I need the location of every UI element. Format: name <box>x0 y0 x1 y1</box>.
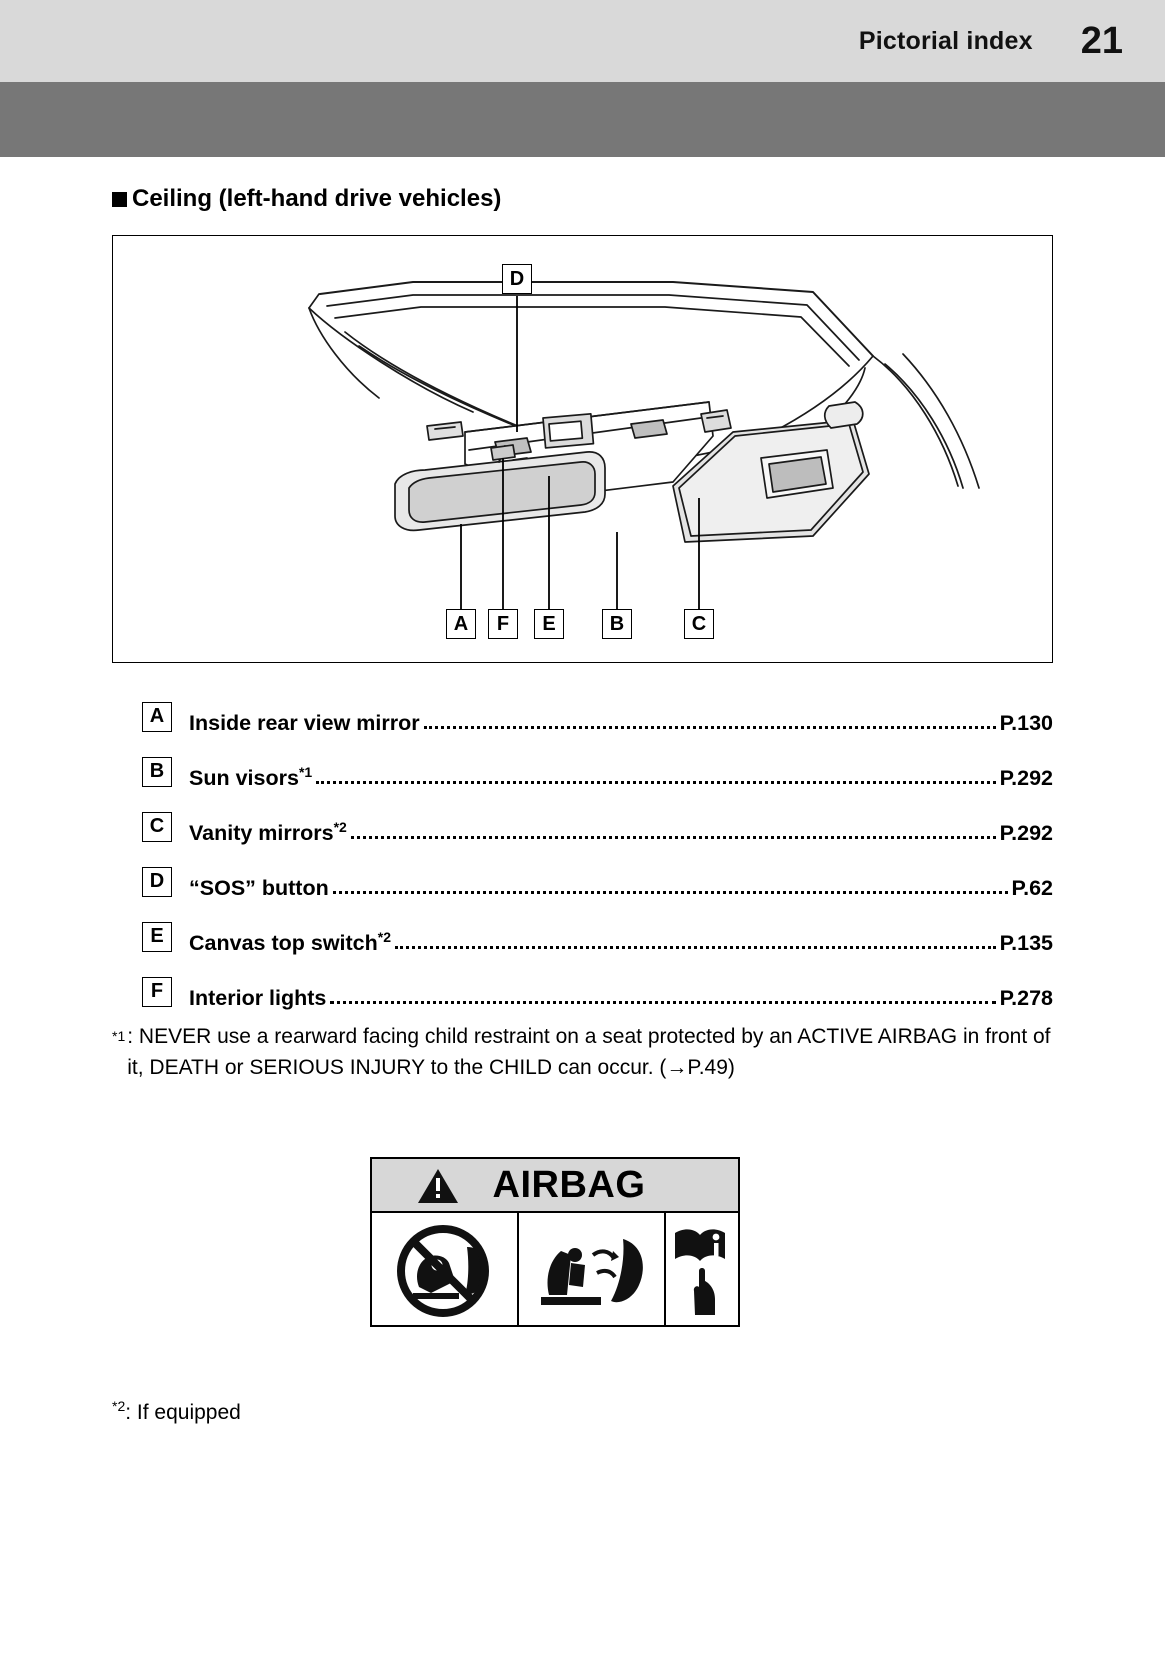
index-label-text: Inside rear view mirror <box>189 711 420 735</box>
footnote-2 <box>112 1398 241 1425</box>
index-row[interactable] <box>112 736 1053 791</box>
header-gray-band <box>0 82 1165 157</box>
page-number: 21 <box>1080 19 1123 62</box>
leader-dots <box>395 946 996 949</box>
airbag-pictogram-cell-3 <box>666 1213 738 1325</box>
airbag-pictogram-cell-1 <box>372 1213 519 1325</box>
footnote-1-mark-text: *1 <box>112 1028 126 1044</box>
index-label-text: Interior lights <box>189 986 327 1010</box>
page-header <box>0 0 1165 82</box>
index-row[interactable] <box>112 681 1053 736</box>
airbag-label-word: AIRBAG <box>492 1163 646 1206</box>
index-page-ref[interactable]: P.130 <box>999 711 1053 735</box>
index-letter-E: E <box>142 922 172 952</box>
index-label-text: “SOS” button <box>189 876 329 900</box>
index-page-ref[interactable]: P.292 <box>999 821 1053 845</box>
index-row[interactable] <box>112 901 1053 956</box>
airbag-label-pictograms <box>372 1213 738 1325</box>
index-row[interactable] <box>112 846 1053 901</box>
index-label <box>189 764 312 791</box>
index-letter-B: B <box>142 757 172 787</box>
section-heading-label: Ceiling (left-hand drive vehicles) <box>132 185 502 212</box>
ceiling-line-drawing <box>113 236 1052 662</box>
index-row[interactable] <box>112 791 1053 846</box>
airbag-label-header <box>372 1159 738 1213</box>
airbag-deployment-child-seat-icon <box>527 1221 657 1317</box>
index-letter-A: A <box>142 702 172 732</box>
index-label <box>189 711 420 736</box>
index-page-ref[interactable]: P.62 <box>1011 876 1053 900</box>
no-rear-facing-child-seat-icon <box>385 1221 505 1317</box>
index-row[interactable] <box>112 956 1053 1011</box>
pictorial-index-list <box>112 681 1053 1011</box>
page-title: Pictorial index <box>858 26 1033 55</box>
footnote-2-text: : If equipped <box>125 1401 241 1424</box>
airbag-warning-label <box>370 1157 740 1327</box>
leader-dots <box>316 781 995 784</box>
footnote-1 <box>112 1021 1053 1083</box>
figure-callout-E: E <box>534 609 564 639</box>
index-label <box>189 986 326 1011</box>
figure-callout-F: F <box>488 609 518 639</box>
index-label <box>189 929 391 956</box>
leader-dots <box>424 726 996 729</box>
leader-dots <box>351 836 996 839</box>
index-label <box>189 819 347 846</box>
index-page-ref[interactable]: P.278 <box>999 986 1053 1010</box>
figure-callout-D: D <box>502 264 532 294</box>
index-letter-F: F <box>142 977 172 1007</box>
ceiling-diagram-figure <box>112 235 1053 663</box>
page-content <box>0 185 1165 1083</box>
figure-callout-A: A <box>446 609 476 639</box>
warning-triangle-icon <box>416 1167 460 1205</box>
airbag-warning-label-wrap <box>370 1157 740 1327</box>
index-letter-C: C <box>142 812 172 842</box>
footnote-1-text: : NEVER use a rearward facing child restraint on a seat protected by an ACTIVE AIRBAG in front of it, DEATH or SERIOUS INJURY to the CHILD can occur. (→P.49) <box>127 1025 1051 1079</box>
leader-dots <box>330 1001 995 1004</box>
section-heading <box>112 185 1053 213</box>
footnote-2-mark: *2 <box>112 1398 126 1414</box>
index-label-footnote-mark: *2 <box>333 818 347 835</box>
index-label-text: Vanity mirrors <box>189 821 334 845</box>
read-manual-icon <box>667 1219 737 1319</box>
airbag-pictogram-cell-2 <box>519 1213 666 1325</box>
leader-dots <box>333 891 1008 894</box>
index-page-ref[interactable]: P.292 <box>999 766 1053 790</box>
index-label-footnote-mark: *1 <box>298 763 313 780</box>
index-page-ref[interactable]: P.135 <box>999 931 1053 955</box>
figure-callout-B: B <box>602 609 632 639</box>
footnote-1-mark <box>112 1021 125 1083</box>
index-label-footnote-mark: *2 <box>377 928 391 945</box>
figure-callout-C: C <box>684 609 714 639</box>
index-label-text: Sun visors <box>189 766 299 790</box>
index-letter-D: D <box>142 867 172 897</box>
index-label <box>189 876 329 901</box>
index-label-text: Canvas top switch <box>189 931 378 955</box>
bullet-square-icon <box>112 192 127 207</box>
